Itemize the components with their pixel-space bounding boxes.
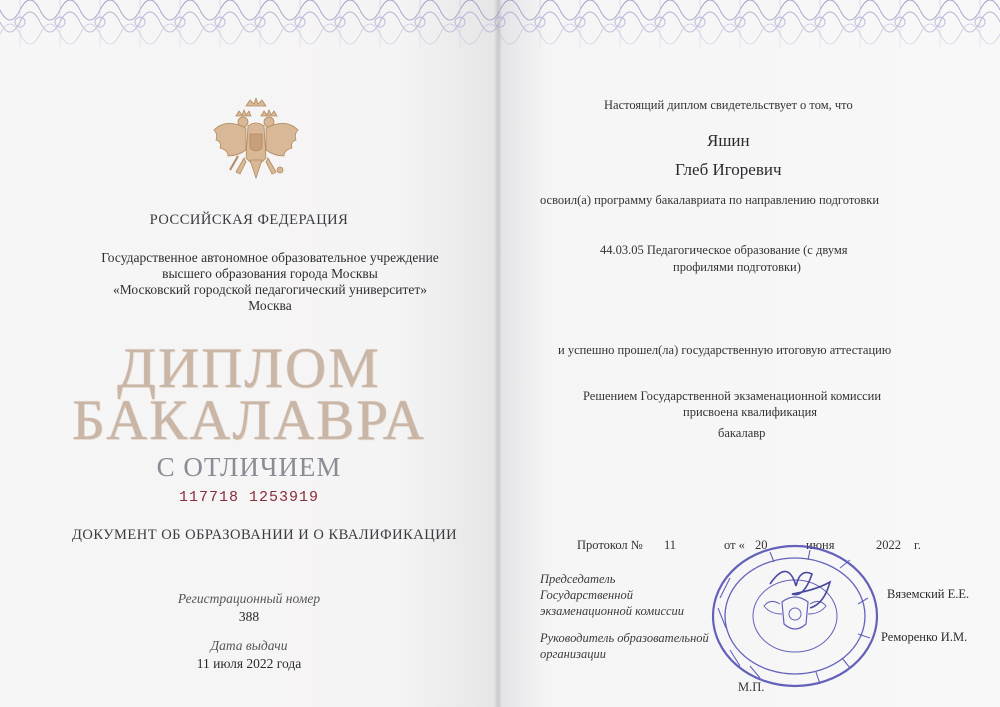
program-name-line: 44.03.05 Педагогическое образование (с двумя [600, 243, 848, 257]
protocol-label: Протокол № [577, 538, 643, 552]
qualification-value: бакалавр [718, 426, 766, 440]
qualification-intro: присвоена квалификация [683, 405, 818, 419]
attestation-text: и успешно прошел(ла) государственную итоговую аттестацию [558, 343, 892, 357]
protocol-day: 20 [755, 538, 768, 552]
registration-number-value: 388 [238, 609, 260, 624]
graduate-given-names: Глеб Игоревич [675, 160, 782, 179]
diploma-title-degree: БАКАЛАВРА [72, 389, 426, 452]
institution-city: Москва [248, 298, 292, 313]
certification-intro: Настоящий диплом свидетельствует о том, что [604, 98, 853, 112]
institution-name [60, 250, 480, 314]
protocol-month: июня [806, 538, 835, 552]
commission-decision: Решением Государственной экзаменационной комиссии [583, 389, 882, 403]
diploma-cover-page [0, 0, 498, 707]
institution-line: Государственное автономное образовательное учреждение [101, 250, 439, 265]
document-type-label: ДОКУМЕНТ ОБ ОБРАЗОВАНИИ И О КВАЛИФИКАЦИИ [72, 527, 458, 543]
registration-number-label: Регистрационный номер [177, 591, 321, 606]
page-fold [494, 0, 502, 707]
issue-date-label: Дата выдачи [210, 638, 288, 653]
protocol-year: 2022 [876, 538, 901, 552]
protocol-year-suffix: г. [914, 538, 921, 552]
federation-label: РОССИЙСКАЯ ФЕДЕРАЦИЯ [149, 212, 349, 228]
official-seal-stamp [700, 538, 890, 688]
chair-title-line: Государственной [540, 588, 633, 602]
coat-of-arms-emblem [196, 98, 316, 198]
chair-title-line: Председатель [540, 572, 616, 586]
honors-subtitle: С ОТЛИЧИЕМ [156, 452, 342, 482]
program-intro: освоил(а) программу бакалавриата по направлению подготовки [540, 193, 880, 207]
head-title-line: Руководитель образовательной [540, 631, 709, 645]
graduate-surname: Яшин [707, 131, 750, 150]
institution-line: высшего образования города Москвы [162, 266, 378, 281]
protocol-from: от « [724, 538, 745, 552]
diploma-number: 117718 1253919 [178, 489, 320, 506]
institution-line: «Московский городской педагогический университет» [112, 282, 428, 297]
guilloche-border [0, 0, 1000, 60]
chair-name: Вяземский Е.Е. [887, 587, 970, 601]
issue-date-value: 11 июля 2022 года [196, 656, 302, 671]
head-title-line: организации [540, 647, 606, 661]
chair-title-line: экзаменационной комиссии [540, 604, 685, 618]
program-name-line: профилями подготовки) [673, 260, 801, 274]
seal-place-label: М.П. [738, 680, 765, 694]
diploma-title: ДИПЛОМ [117, 337, 381, 400]
head-name: Реморенко И.М. [881, 630, 968, 644]
protocol-number: 11 [664, 538, 677, 552]
